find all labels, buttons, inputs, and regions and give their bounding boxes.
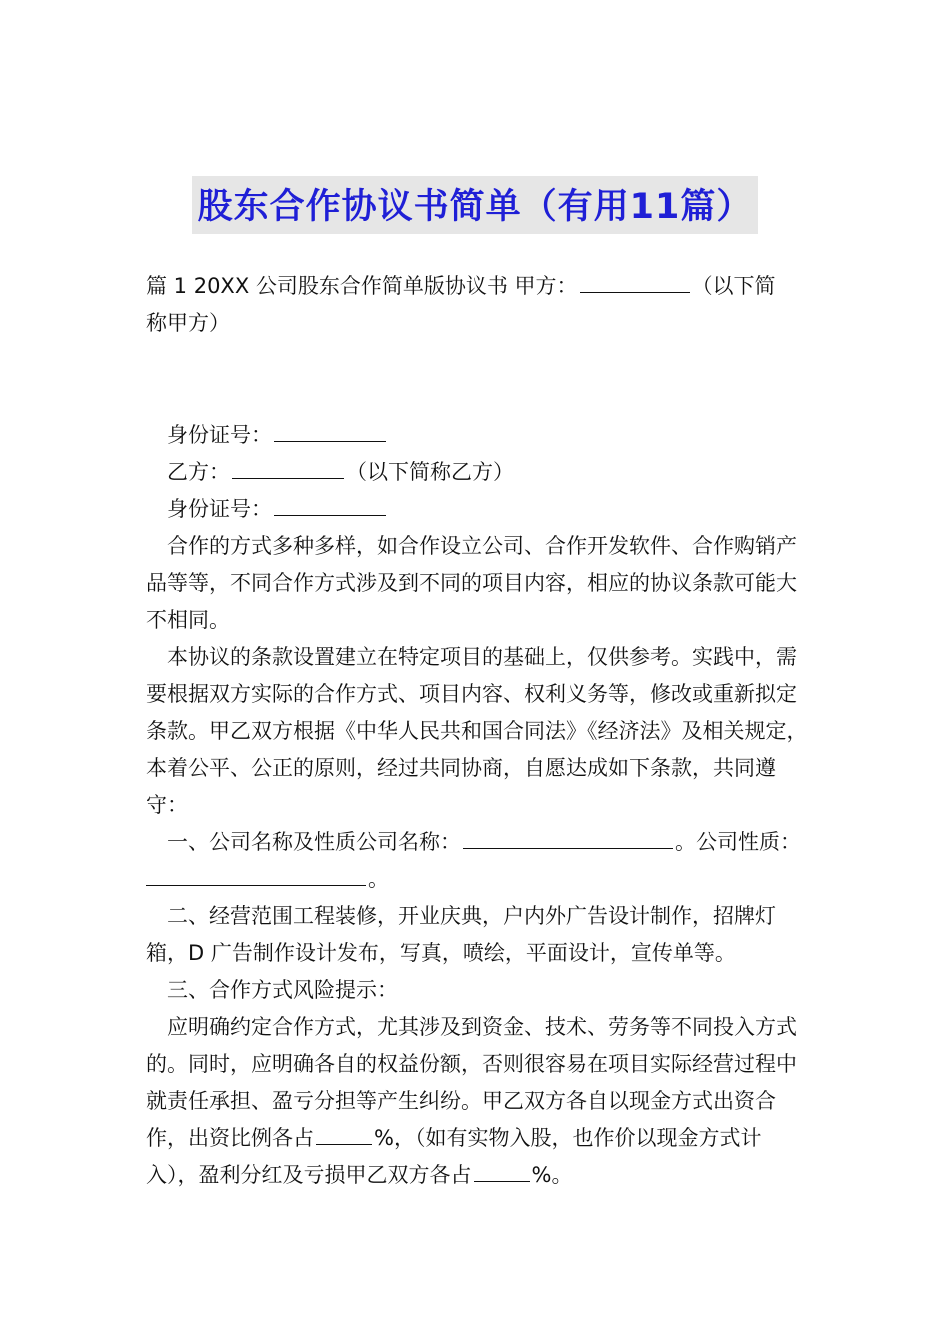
- document-title: 股东合作协议书简单（有用11篇）: [192, 176, 759, 234]
- para3-text1: 应明确约定合作方式，尤其涉及到资金、技术、劳务等不同投入方式的。同时，应明确各自的权益份额，否则很容易在项目实际经营过程中就责任承担、盈亏分担等产生纠纷。甲乙双方各自以现金方式出资合作，出资比例各占: [146, 1015, 797, 1150]
- party-b-suffix: （以下简称乙方）: [346, 460, 514, 484]
- paragraph-1: 合作的方式多种多样，如合作设立公司、合作开发软件、合作购销产品等等，不同合作方式涉及到不同的项目内容，相应的协议条款可能大不相同。: [146, 534, 797, 632]
- intro-suffix: （以下简: [691, 274, 776, 298]
- company-name-blank: [463, 824, 673, 849]
- party-b-line: [146, 454, 810, 491]
- paragraph-3: [146, 1009, 810, 1194]
- para3-text3: %。: [531, 1163, 573, 1187]
- id-number-line-1: [146, 417, 810, 454]
- id-number-line-2: [146, 491, 810, 528]
- section-1-mid: 。公司性质：: [675, 830, 801, 854]
- id-blank-1: [274, 417, 386, 442]
- document-body: [146, 268, 810, 1194]
- id-label-2: 身份证号：: [167, 497, 272, 521]
- ratio-blank-1: [316, 1120, 372, 1145]
- paragraph-2: 本协议的条款设置建立在特定项目的基础上，仅供参考。实践中，需要根据双方实际的合作方式、项目内容、权利义务等，修改或重新拟定条款。甲乙双方根据《中华人民共和国合同法》《经济法》及相关规定，本着公平、公正的原则，经过共同协商，自愿达成如下条款，共同遵守：: [146, 645, 808, 817]
- id-blank-2: [274, 491, 386, 516]
- title-container: [0, 176, 950, 234]
- party-b-blank: [232, 454, 344, 479]
- intro-line2: 称甲方）: [146, 311, 230, 335]
- company-type-blank: [146, 861, 366, 886]
- ratio-blank-2: [474, 1157, 530, 1182]
- section-2: 二、经营范围工程装修，开业庆典，户内外广告设计制作，招牌灯箱，D 广告制作设计发布，写真，喷绘，平面设计，宣传单等。: [146, 904, 776, 965]
- id-label-1: 身份证号：: [167, 423, 272, 447]
- section-1-prefix: 一、公司名称及性质公司名称：: [167, 830, 461, 854]
- section-1-end: 。: [368, 867, 389, 891]
- party-a-blank: [580, 268, 690, 293]
- party-b-label: 乙方：: [167, 460, 230, 484]
- intro-prefix: 篇 1 20XX 公司股东合作简单版协议书 甲方：: [146, 274, 578, 298]
- intro-paragraph: [146, 268, 810, 342]
- para3-text2: %，（如有实物入股，也作价以现金方式计入），盈利分红及亏损甲乙双方各占: [146, 1126, 762, 1187]
- section-3: 三、合作方式风险提示：: [167, 978, 398, 1002]
- section-1: [146, 824, 810, 898]
